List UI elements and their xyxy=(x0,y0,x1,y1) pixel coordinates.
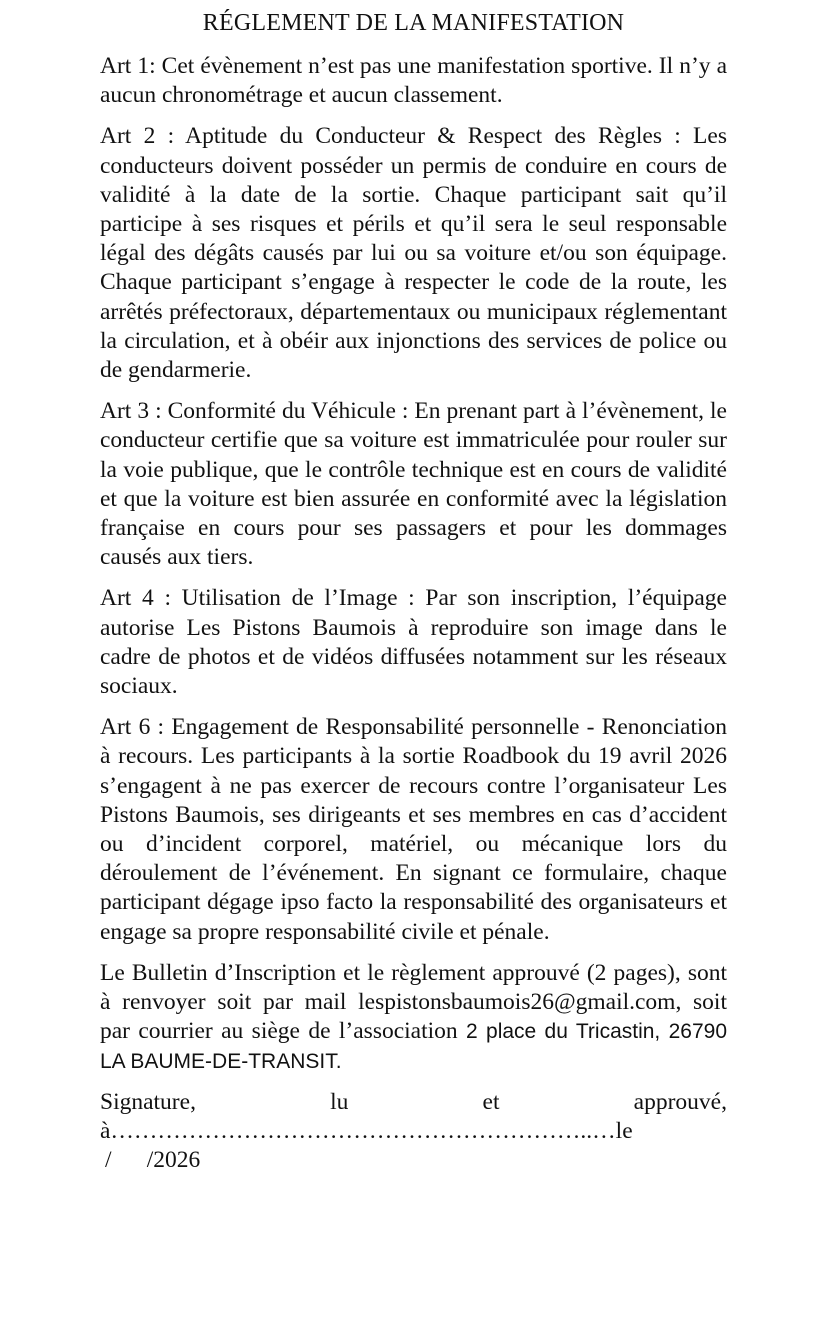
article-6: Art 6 : Engagement de Responsabilité personnelle - Renonciation à recours. Les participants à la sortie Roadbook du 19 avril 2026 s’engagent à ne pas exercer de recours contre l’organisateur Les Pistons Baumois, ses dirigeants et ses membres en cas d’accident ou d’incident corporel, matériel, ou mécanique lors du déroulement de l’événement. En signant ce formulaire, chaque participant dégage ipso facto la responsabilité des organisateurs et engage sa propre responsabilité civile et pénale. xyxy=(100,714,727,945)
page-title: RÉGLEMENT DE LA MANIFESTATION xyxy=(202,10,625,36)
article-4: Art 4 : Utilisation de l’Image : Par son inscription, l’équipage autorise Les Pistons Baumois à reproduire son image dans le cadre de photos et de vidéos diffusées notamment sur les réseaux sociaux. xyxy=(100,585,727,700)
signature-word-3: et xyxy=(482,1088,500,1115)
signature-word-1: Signature, xyxy=(100,1088,196,1115)
bulletin-text: Le Bulletin d’Inscription et le règlement approuvé (2 pages), sont à renvoyer soit par mail lespistonsbaumois26@gmail.com, soit par courrier au siège de l’association xyxy=(100,959,727,1045)
signature-date-field[interactable]: / /2026 xyxy=(105,1147,201,1174)
signature-place-field[interactable]: à……………………………………………………..…le xyxy=(100,1117,633,1144)
signature-line xyxy=(100,1088,727,1117)
bulletin-address: 2 place du Tricastin, 26790 LA BAUME-DE-TRANSIT. xyxy=(100,1020,727,1073)
signature-word-2: lu xyxy=(330,1088,349,1115)
article-2: Art 2 : Aptitude du Conducteur & Respect des Règles : Les conducteurs doivent posséder un permis de conduire en cours de validité à la date de la sortie. Chaque participant sait qu’il participe à ses risques et périls et qu’il sera le seul responsable légal des dégâts causés par lui ou sa voiture et/ou son équipage. Chaque participant s’engage à respecter le code de la route, les arrêtés préfectoraux, départementaux ou municipaux réglementant la circulation, et à obéir aux injonctions des services de police ou de gendarmerie. xyxy=(100,123,727,384)
article-3: Art 3 : Conformité du Véhicule : En prenant part à l’évènement, le conducteur certifie que sa voiture est immatriculée pour rouler sur la voie publique, que le contrôle technique est en cours de validité et que la voiture est bien assurée en conformité avec la législation française en cours pour ses passagers et pour les dommages causés aux tiers. xyxy=(100,398,727,571)
bulletin-paragraph xyxy=(100,959,727,1076)
article-1: Art 1: Cet évènement n’est pas une manifestation sportive. Il n’y a aucun chronométrage et aucun classement. xyxy=(100,53,727,109)
signature-word-4: approuvé, xyxy=(633,1088,727,1115)
regulation-page xyxy=(100,8,727,1175)
